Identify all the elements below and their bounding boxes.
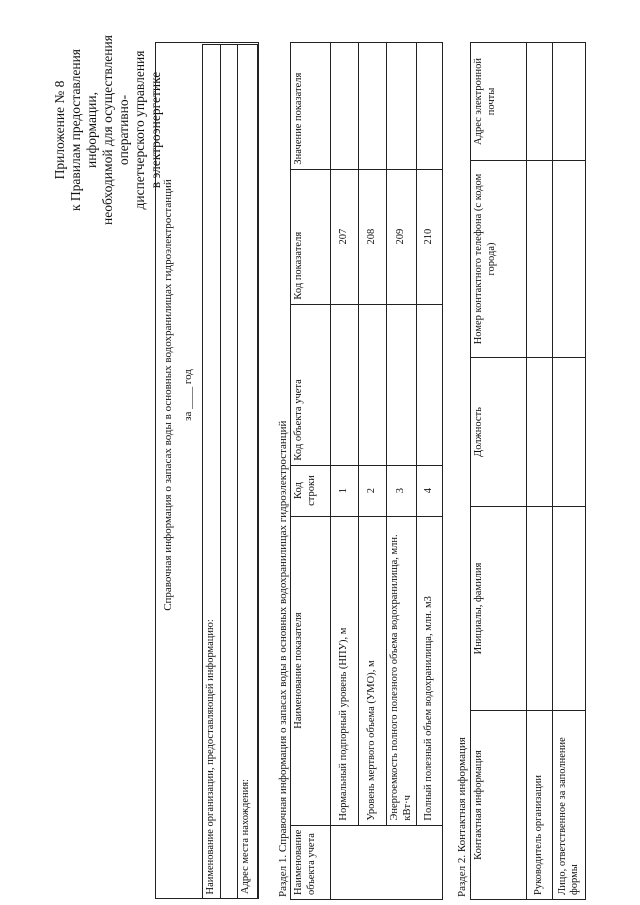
s1-row2-object-code — [359, 304, 387, 465]
s1-row2-indicator-code: 208 — [359, 169, 387, 304]
s1-header-indicator: Наименование показателя — [291, 516, 331, 825]
s1-row4-indicator-code: 210 — [417, 169, 443, 304]
s1-row1-object-code — [331, 304, 359, 465]
period-line — [182, 325, 195, 465]
s1-row2-line-code: 2 — [359, 465, 387, 516]
s1-header-indicator-code: Код показателя — [291, 169, 331, 304]
appendix-number: Приложение № 8 — [52, 80, 67, 180]
s2-row2-label: Лицо, ответственное за заполнение формы — [553, 711, 586, 900]
s2-header-name: Инициалы, фамилия — [471, 507, 527, 711]
s2-header-phone: Номер контактного телефона (с кодом города) — [471, 161, 527, 358]
table-row — [527, 43, 553, 900]
period-suffix: год — [182, 369, 194, 385]
s1-header-object: Наименование объекта учета — [291, 825, 331, 899]
s2-row1-label: Руководитель организации — [527, 711, 553, 900]
s1-row1-line-code: 1 — [331, 465, 359, 516]
appendix-line-4: диспетчерского управления — [132, 50, 147, 210]
s1-header-value: Значение показателя — [291, 43, 331, 170]
org-name-cell — [203, 45, 221, 899]
s1-row3-indicator: Энергоемкость полного полезного объема водохранилища, млн. кВт·ч — [387, 516, 417, 825]
appendix-header — [52, 15, 164, 245]
appendix-line-5: в электроэнергетике — [148, 71, 163, 189]
s1-row2-indicator: Уровень мертвого объема (УМО), м — [359, 516, 387, 825]
address-cell — [238, 45, 258, 899]
section1-title: Раздел 1. Справочная информация о запасах воды в основных водохранилищах гидроэлектростанций — [277, 420, 289, 897]
s1-row3-indicator-code: 209 — [387, 169, 417, 304]
address-label: Адрес места нахождения: — [240, 779, 251, 894]
s1-row4-value — [417, 43, 443, 170]
s2-row2-position — [553, 358, 586, 507]
period-prefix: за — [182, 411, 194, 421]
section2-table — [470, 42, 586, 900]
org-name-label: Наименование организации, предоставляющей информацию: — [205, 619, 216, 895]
table-row — [417, 43, 443, 900]
period-blank: ____ — [182, 386, 194, 409]
s1-row3-line-code: 3 — [387, 465, 417, 516]
s1-row4-indicator: Полный полезный объем водохранилища, млн. м3 — [417, 516, 443, 825]
s2-header-email: Адрес электронной почты — [471, 43, 527, 161]
s2-row2-email — [553, 43, 586, 161]
s1-row1-indicator-code: 207 — [331, 169, 359, 304]
appendix-line-3: необходимой для осуществления оперативно- — [100, 35, 131, 225]
s2-row1-name — [527, 507, 553, 711]
table-row — [553, 43, 586, 900]
appendix-line-2: к Правилам предоставления информации, — [68, 48, 99, 212]
s2-row1-phone — [527, 161, 553, 358]
s1-header-line-code: Код строки — [291, 465, 331, 516]
table-row — [331, 43, 359, 900]
s1-row3-value — [387, 43, 417, 170]
s2-row2-name — [553, 507, 586, 711]
section1-table — [290, 42, 443, 900]
s2-row1-email — [527, 43, 553, 161]
section2-title: Раздел 2. Контактная информация — [456, 737, 468, 897]
s1-row1-value — [331, 43, 359, 170]
table-row — [359, 43, 387, 900]
form-title: Справочная информация о запасах воды в основных водохранилищах гидроэлектростанций — [162, 179, 174, 611]
s1-object-cell — [331, 825, 443, 899]
s2-header-contact: Контактная информация — [471, 711, 527, 900]
s1-row4-object-code — [417, 304, 443, 465]
s2-header-position: Должность — [471, 358, 527, 507]
s1-row1-indicator: Нормальный подпорный уровень (НПУ), м — [331, 516, 359, 825]
s1-row4-line-code: 4 — [417, 465, 443, 516]
org-info-table — [202, 44, 258, 899]
s1-header-object-code: Код объекта учета — [291, 304, 331, 465]
table-row — [387, 43, 417, 900]
s1-row2-value — [359, 43, 387, 170]
s1-row3-object-code — [387, 304, 417, 465]
s2-row1-position — [527, 358, 553, 507]
s2-row2-phone — [553, 161, 586, 358]
org-blank-cell — [220, 45, 238, 899]
